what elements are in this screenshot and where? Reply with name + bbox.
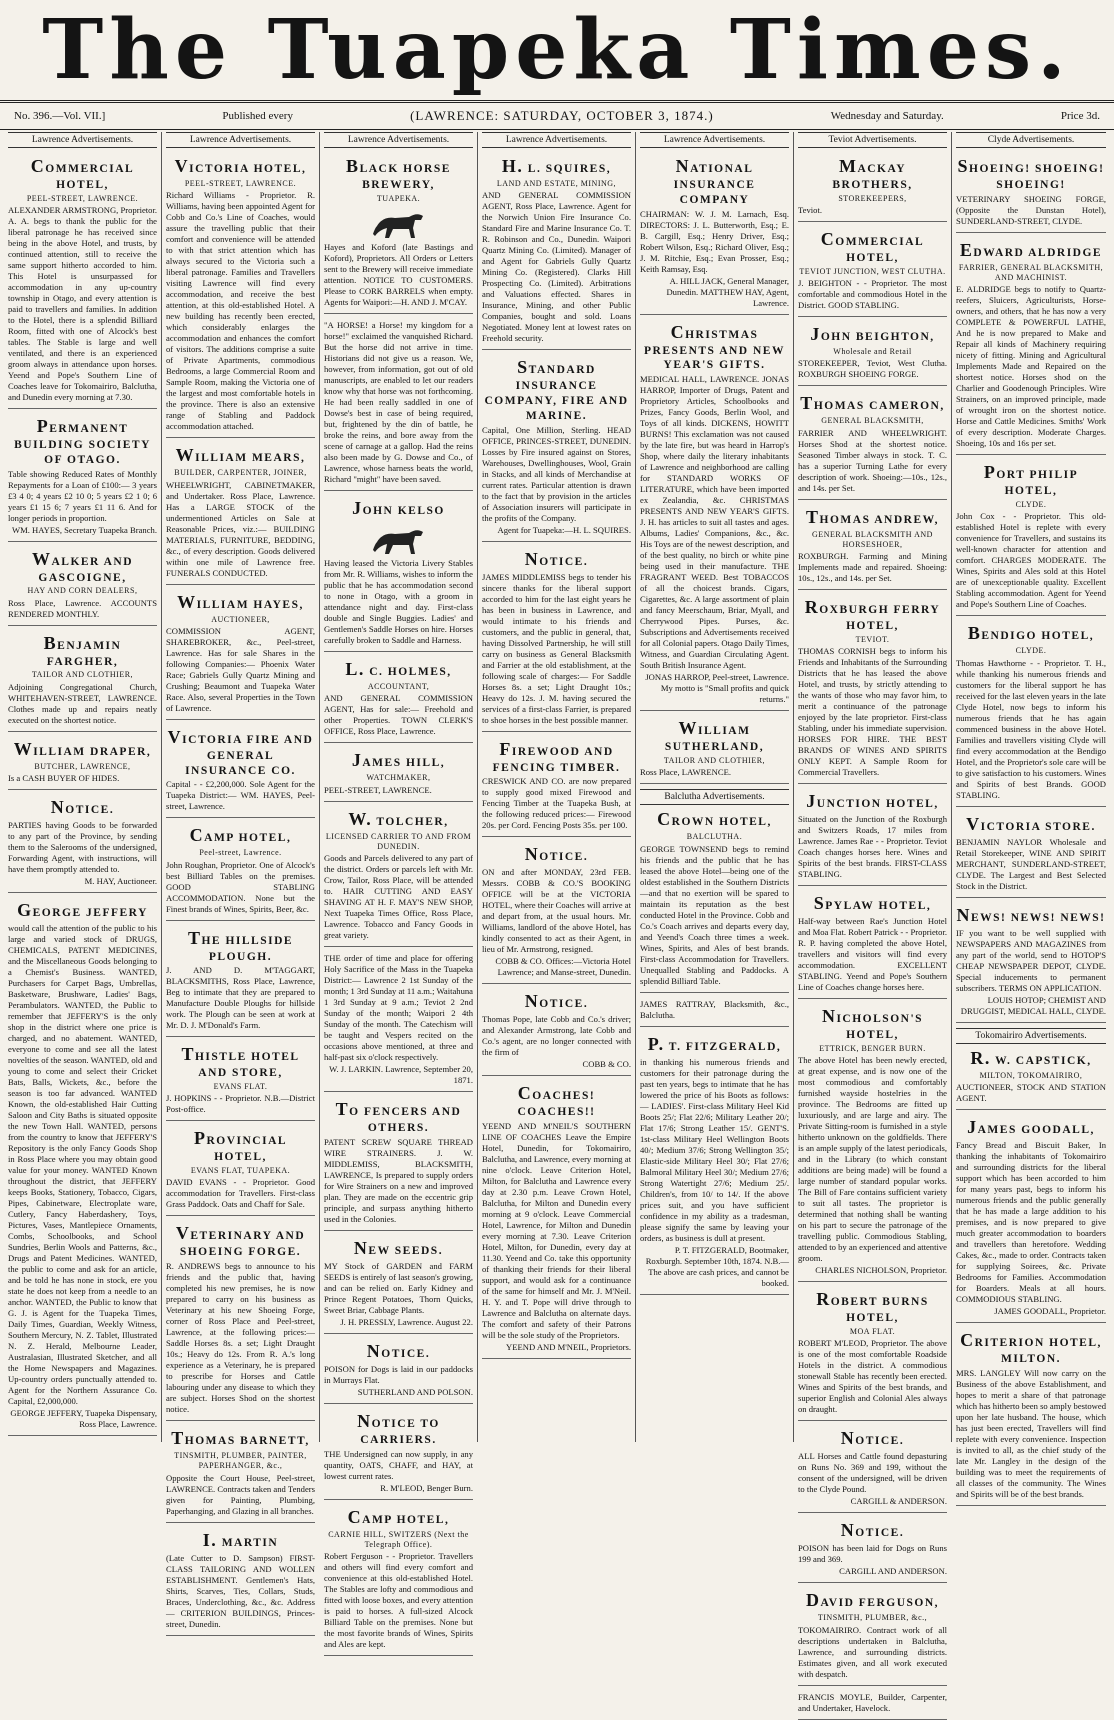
column-6 xyxy=(794,132,952,1713)
advertisement xyxy=(166,1218,315,1421)
advertisement-title: I. MARTIN xyxy=(202,1529,279,1550)
advertisement-title: JOHN BEIGHTON, xyxy=(810,324,935,345)
advertisement xyxy=(8,628,157,732)
advertisement xyxy=(166,440,315,584)
advertisement xyxy=(798,1001,947,1282)
advertisement-body: WHEELWRIGHT, CABINETMAKER, and Undertaker. Ross Place, Lawrence. Has a LARGE STOCK of the undermentioned Articles on Sale at Reasonable Prices, viz.:— BUILDING MATERIALS, FURNITURE, BEDDING, &c., of every description. Goods delivered within one mile of Lawrence free. FUNERALS CONDUCTED. xyxy=(166,479,315,578)
advertisement-body: John Cox - - Proprietor. This old-established Hotel is replete with every convenience for Travellers, and sustains its well-known character for attention and comfort. CHARGES MODERATE. The Wines, Spirits and Ales sold at this Hotel are of unexceptionable quality. Excellent Stabling accommodation. Agent for Yeend and Pope's Southern Line of Coaches. xyxy=(956,511,1106,610)
advertisement-body: STOREKEEPER, Teviot, West Clutha. ROXBURGH SHOEING FORGE. xyxy=(798,358,947,380)
advertisement-body: Opposite the Court House, Peel-street, LAWRENCE. Contracts taken and Tenders given for Painting, Plumbing, Paperhanging, and Glazing in all branches. xyxy=(166,1472,315,1516)
advertisement xyxy=(798,151,947,222)
advertisement-title: SHOEING! SHOEING! SHOEING! xyxy=(957,156,1105,192)
advertisement-title: W. TOLCHER, xyxy=(348,808,449,829)
advertisement-body: Is a CASH BUYER OF HIDES. xyxy=(8,772,120,783)
advertisement xyxy=(166,820,315,920)
advertisement-body: Hayes and Koford (late Bastings and Koford), Proprietors. All Orders or Letters sent to the Brewery will receive immediate attention. NOTICE TO CUSTOMERS. Please to CORK BARRELS when empty. Agents for Waipori:—H. AND J. M'CAY. xyxy=(324,242,473,308)
advertisement xyxy=(482,352,631,541)
advertisement-body: THOMAS CORNISH begs to inform his Friends and Inhabitants of the Surrounding Districts that he has leased the above Hotel, and trusts, by strictly attending to the wants of those who may favor him, to merit a continuance of the patronage enjoyed by the late proprietor. First-class Stabling, under his immediate supervision. HORSES FOR HIRE. THE BEST BRANDS OF WINES AND SPIRITS ONLY KEPT. A Sample Room for Commercial Travellers. xyxy=(798,646,947,778)
advertisement-subtitle: GENERAL BLACKSMITH AND HORSESHOER, xyxy=(812,529,933,549)
advertisement xyxy=(324,493,473,652)
advertisement-signature: A. HILL JACK, General Manager, Dunedin. MATTHEW HAY, Agent, Lawrence. xyxy=(666,275,789,308)
column-section-header: Lawrence Advertisements. xyxy=(166,132,315,148)
advertisement-body: The above Hotel has been newly erected, at great expense, and is now one of the most commodious and comfortably furnished wayside hostelries in the province. The Bedrooms are fitted up luxuriously, and are large and airy. The Private Sitting-room is furnished in a style hitherto unknown on the goldfields. There is an ample supply of the latest periodicals, and in the Library (to which constant additions are being made) will be found a large number of standard popular works. The Bill of Fare contains sufficient variety to suit all tastes. The proprietor is determined that nothing shall be wanting on his part to secure the patronage of the travelling public. Commodious Stabling, attended to by an experienced and attentive groom. xyxy=(798,1055,947,1264)
dateline xyxy=(0,100,1114,130)
advertisement-subtitle: BUTCHER, LAWRENCE, xyxy=(34,761,131,771)
advertisement xyxy=(640,713,789,784)
advertisement-title: FIREWOOD AND FENCING TIMBER. xyxy=(492,738,621,774)
advertisement-subtitle: CLYDE. xyxy=(1015,646,1047,656)
advertisement-signature: GEORGE JEFFERY, Tuapeka Dispensary, Ross Place, Lawrence. xyxy=(10,1407,157,1429)
advertisement xyxy=(798,786,947,886)
advertisement-title: THOMAS ANDREW, xyxy=(806,506,939,527)
advertisement-signature: COBB & CO. xyxy=(582,1059,631,1070)
advertisement-subtitle: ACCOUNTANT, xyxy=(367,682,430,692)
advertisement-subtitle: TUAPEKA. xyxy=(376,193,421,203)
advertisement-title: NOTICE. xyxy=(840,1520,905,1541)
advertisement-title: BENJAMIN FARGHER, xyxy=(43,632,122,668)
advertisement-subtitle: GENERAL BLACKSMITH, xyxy=(821,416,924,426)
advertisement-body: MRS. LANGLEY Will now carry on the Business of the above Establishment, and hopes to merit a share of that patronage which has hitherto been so amply bestowed upon her late husband. The house, which has just been erected, Travellers will find replete with every convenience. Inspection is invited to all, as the chief study of the late Mr. Langley in the design of the building was to meet the requirements of all classes of the community. The Wines and Spirits will be of the best brands. xyxy=(956,1367,1106,1499)
advertisement-title: L. C. HOLMES, xyxy=(345,659,452,680)
column-3 xyxy=(320,132,478,1650)
advertisement-body: Having leased the Victoria Livery Stables from Mr. R. Williams, wishes to inform the public that he has accommodation second to none in Otago, with a groom in attendance night and day. First-class double and Single Buggies. Ladies' and Gentlemen's Saddle Horses on hire. Horses carefully broken to Saddle and Harness. xyxy=(324,558,473,646)
advertisement xyxy=(324,1502,473,1657)
advertisement-subtitle: WATCHMAKER, xyxy=(366,773,431,783)
advertisement-body: in thanking his numerous friends and customers for their patronage during the past ten years, begs to intimate that he has lowered the price of his Boots as follows:— LADIES'. First-class Military Heel Kid Boots 25/; Flat 22/6; Military Leather 20/; Flat 17/6; Strong Leather 15/. GENT'S. 1st-class Military Heel Wellington Boots 40/; Medium 37/6; Strong Wellington 35/; Elastic-side Military Heel 30/; Flat 27/6; Balmoral Military Heel 30/; Medium 27/6; Strong Watertight 27/6; Medium 25/. Children's, from 10/ to 14/. If the above prices suit, and you have sufficient confidence in my ability as a tradesman, please signify the same by leaving your orders, as business is dull at present. xyxy=(640,1056,789,1243)
advertisement xyxy=(8,411,157,541)
advertisement-body: Thomas Hawthorne - - Proprietor. T. H., while thanking his numerous friends and customers for the liberal support he has received for the last eleven years in the late Clyde Hotel, now begs to inform his numerous friends that he has again commenced business in the above Hotel. Families and travellers visiting Clyde will find every accommodation at the Bendigo Hotel, and the Proprietor's sole care will be to give satisfaction to his customers. Wines and Spirits of best Brands. GOOD STABLING. xyxy=(956,657,1106,800)
advertisement-body: Teviot. xyxy=(798,205,822,216)
advertisement-title: WALKER AND GASCOIGNE, xyxy=(31,548,134,584)
advertisement xyxy=(166,1039,315,1121)
advertisement-title: CHRISTMAS PRESENTS AND NEW YEAR'S GIFTS. xyxy=(644,321,785,372)
advertisement xyxy=(324,654,473,743)
advertisement-body: FARRIER AND WHEELWRIGHT. Horses Shod at the shortest notice. Seasoned Timber always in stock. T. C. has a superior Turning Lathe for every description of work. Shoeing:—10s., 12s., and 14s. per Set. xyxy=(798,427,947,493)
advertisement-body: Adjoining Congregational Church, WHITEHAVEN-STREET, LAWRENCE. Clothes made up and repairs neatly executed on the shortest notice. xyxy=(8,681,157,725)
advertisement-body: (Late Cutter to D. Sampson) FIRST-CLASS TAILORING AND WOLLEN ESTABLISHMENT. Gentlemen's Hats, Shirts, Scarves, Ties, Collars, Studs, Braces, Underclothing, &c., &c. Address— CRITERION BUILDINGS, Princes-street, Dunedin. xyxy=(166,1552,315,1629)
advertisement-signature: R. M'LEOD, Benger Burn. xyxy=(380,1482,473,1493)
advertisement-signature: WM. HAYES, Secretary Tuapeka Branch. xyxy=(11,524,157,535)
advertisement-subtitle: TEVIOT. xyxy=(855,634,890,644)
advertisement-title: WILLIAM HAYES, xyxy=(177,591,304,612)
advertisement-body: YEEND AND M'NEIL'S SOUTHERN LINE OF COACHES Leave the Empire Hotel, Dunedin, for Tokomairiro, Balclutha, and Lawrence, every morning at nine o'clock. Leave Criterion Hotel, Milton, for Balclutha and Lawrence every day at 2.30 p.m. Leave Crown Hotel, Balclutha, for Milton and Dunedin every morning at 9 o'clock. Leave Commercial Hotel, Lawrence, for Milton and Dunedin every morning at 7.30. Leave Criterion Hotel, Milton, for Dunedin, every day at 11.30. Yeend and Co. take this opportunity of thanking their friends for their liberal support, and would ask for a continuance of the same for himself and Mr. J. M'Neil. H. Y. and T. Pope will drive through to Lawrence and Balclutha on alternate days. The comfort and safety of their Patrons will be the sole study of the Proprietors. xyxy=(482,1121,631,1341)
advertisement xyxy=(798,1688,947,1720)
advertisement-body: Capital - - £2,200,000. Sole Agent for the Tuapeka District:— WM. HAYES, Peel-street, Lawrence. xyxy=(166,779,315,812)
advertisement-body: IF you want to be well supplied with NEWSPAPERS AND MAGAZINES from any part of the world, send to HOTOP'S CHEAP NEWSPAPER DEPOT, CLYDE. Special inducements to permanent subscribers. TERMS ON APPLICATION. xyxy=(956,927,1106,993)
advertisement-title: GEORGE JEFFERY xyxy=(17,899,148,920)
advertisement-signature: M. HAY, Auctioneer. xyxy=(84,875,157,886)
advertisement-subtitle: TINSMITH, PLUMBER, &c., xyxy=(817,1613,928,1623)
advertisement-subtitle: TAILOR AND CLOTHIER, xyxy=(663,755,766,765)
advertisement-subtitle: HAY AND CORN DEALERS, xyxy=(27,586,138,596)
published-label: Published every xyxy=(222,110,293,122)
advertisement-body: AUCTIONEER, STOCK AND STATION AGENT. xyxy=(956,1082,1106,1104)
column-2 xyxy=(162,132,320,1629)
advertisement xyxy=(324,1406,473,1500)
advertisement-title: ROBERT BURNS HOTEL, xyxy=(816,1289,929,1325)
advertisement-title: BLACK HORSE BREWERY, xyxy=(346,156,451,192)
advertisement-body: ROXBURGH. Farming and Mining Implements made and repaired. Shoeing: 10s., 12s., and 14s. per Set. xyxy=(798,551,947,584)
column-5 xyxy=(636,132,794,1442)
advertisement xyxy=(324,1336,473,1404)
advertisement-title: COACHES! COACHES!! xyxy=(517,1083,596,1119)
advertisement-subtitle: LAND AND ESTATE, MINING, xyxy=(496,179,617,189)
advertisement-title: COMMERCIAL HOTEL, xyxy=(820,229,925,265)
advertisement-signature: JAMES GOODALL, Proprietor. xyxy=(994,1306,1106,1317)
advertisement-title: PERMANENT BUILDING SOCIETY OF OTAGO. xyxy=(14,416,151,466)
advertisement xyxy=(166,923,315,1038)
advertisement xyxy=(324,316,473,491)
column-section-header: Lawrence Advertisements. xyxy=(482,132,631,148)
advertisement-title: P. T. FITZGERALD, xyxy=(647,1033,782,1054)
advertisement-body: would call the attention of the public to his large and varied stock of DRUGS, CHEMICALS, PATENT MEDICINES, and the Miscellaneous Goods belonging to a Chemist's Business. WANTED, Purchasers for Carpet Bags, Umbrellas, Basketware, Brushware, Ladies' Bags, Perambulators. WANTED, the Public to remember that JEFFERY'S is the only shop in the district where one price is charged, and no abatement. WANTED, everyone to come and see all the latest novelties of the season. WANTED, old and young to come and select their Cricket Bats, Balls, Wickets, &c., before the season is too far advanced. WANTED Known, the old-established Hair Cutting Saloon and City Baths is situated opposite the new Town Hall. WANTED, persons from the country to know that JEFFERY'S Repository is the only Fancy Goods Shop in Ross Place where you may obtain good value for your money. WANTED Known throughout the district, that JEFFERY keeps Books, Stationery, Tobacco, Cigars, Pipes, Cabinetware, Electroplate ware, Cutlery, Fancy Haberdashery, Toys, Pictures, Vases, Mantlepiece Ornaments, Combs, Schoolbooks, and School Sundries, Berlin Wools and Patterns, &c., Drugs and Patent Medicines. WANTED, the public to come and ask for an article, and be told he has none in stock, ere you state he does not keep from a needle to an anchor. WANTED, the Public to know that G. J. is Agent for the Tuapeka Times, Daily Times, Guardian, Weekly Witness, Southern Mercury, N. Z. Tablet, Illustrated N. Z. Herald, Melbourne Leader, Australasian, Illustrated Sketcher, and all the Home Newspapers and Magazines. Up-country orders punctually attended to. Agent for the Northern Assurance Co. Capital, £2,000,000. xyxy=(8,922,157,1406)
advertisement-subtitle: STOREKEEPERS, xyxy=(838,193,907,203)
advertisement xyxy=(166,722,315,818)
advertisement-subtitle: Peel-street, Lawrence. xyxy=(199,848,282,858)
advertisement-body: J. BEIGHTON - - Proprietor. The most comfortable and commodious Hotel in the District. GOOD STABLING. xyxy=(798,278,947,311)
advertisement xyxy=(798,502,947,591)
advertisement-signature: CARGILL AND ANDERSON. xyxy=(839,1566,947,1577)
advertisement-body: John Roughan, Proprietor. One of Alcock's best Billiard Tables on the premises. GOOD STABLING ACCOMMODATION. None but the Finest brands of Wines, Spirits, Beer, &c. xyxy=(166,859,315,914)
advertisement-title: NOTICE. xyxy=(524,844,589,865)
advertisement-body: ON and after MONDAY, 23rd FEB. Messrs. COBB & CO.'S BOOKING OFFICE will be at the VICTORIA HOTEL, where their Coaches will arrive at and depart from, at the usual hours. Mr. Williams, landlord of the above Hotel, has kindly consented to act as their Agent, in lieu of Mr. Armstrong, resigned. xyxy=(482,867,631,955)
advertisement-subtitle: FARRIER, GENERAL BLACKSMITH, AND MACHINIST. xyxy=(958,262,1104,283)
advertisement-signature: CHARLES NICHOLSON, Proprietor. xyxy=(815,1265,947,1276)
advertisement-title: DAVID FERGUSON, xyxy=(805,1590,940,1611)
advertisement-body: J. AND D. M'TAGGART, BLACKSMITHS, Ross Place, Lawrence, Beg to intimate that they are prepared to Manufacture Double Ploughs for hillside work. The Plough can be seen at work at Mr. D. J. M'Donald's Farm. xyxy=(166,965,315,1031)
advertisement-signature: W. J. LARKIN. Lawrence, September 20, 1871. xyxy=(329,1064,473,1086)
advertisement-body: Thomas Pope, late Cobb and Co.'s driver; and Alexander Armstrong, late Cobb and Co.'s agent, are no longer connected with the firm of xyxy=(482,1014,631,1058)
advertisement-title: NEW SEEDS. xyxy=(353,1237,444,1258)
advertisement-body: GEORGE TOWNSEND begs to remind his friends and the public that he has leased the above Hotel—being one of the oldest established in the Southern Districts—and that no exertion will be spared to maintain its reputation as the best conducted Hotel in the Province. Cobb and Co.'s Coach arrives and departs every day, and Yeend's Coach three times a week. Wines, Spirits, and Ales of best brands. First-class Accommodation for Travellers. Unequalled Stabling and Paddocks. A splendid Billiard Table. xyxy=(640,843,789,986)
advertisement-title: NICHOLSON'S HOTEL, xyxy=(821,1006,924,1042)
advertisement xyxy=(798,1423,947,1513)
advertisement xyxy=(956,900,1106,1023)
horse-engraving-icon xyxy=(369,206,429,240)
advertisement xyxy=(8,734,157,790)
advertisement xyxy=(482,151,631,350)
advertisement-signature: JONAS HARROP, Peel-street, Lawrence. My motto is "Small profits and quick returns." xyxy=(645,672,789,705)
advertisement-subtitle: CLYDE. xyxy=(1015,500,1047,510)
advertisement-subtitle: MILTON, TOKOMAIRIRO, xyxy=(979,1070,1083,1080)
advertisement-body: DAVID EVANS - - Proprietor. Good accommodation for Travellers. First-class Grass Paddock. Oats and Chaff for Sale. xyxy=(166,1177,315,1210)
advertisement-body: Half-way between Rae's Junction Hotel and Moa Flat. Robert Patrick - - Proprietor. R. P. having completed the above Hotel, travellers and visitors will find every accommodation. EXCELLENT STABLING. Yeend and Pope's Southern Line of Coaches change horses here. xyxy=(798,916,947,993)
advertisement-signature: J. H. PRESSLY, Lawrence. August 22. xyxy=(340,1316,473,1327)
advertisement-signature: YEEND AND M'NEIL, Proprietors. xyxy=(506,1342,631,1353)
advertisement xyxy=(482,1078,631,1359)
masthead xyxy=(0,0,1114,100)
issue-number: No. 396.—Vol. VII.] xyxy=(14,110,106,122)
advertisement xyxy=(798,592,947,784)
advertisement-title: MACKAY BROTHERS, xyxy=(832,156,913,192)
columns xyxy=(4,132,1110,1713)
advertisement-subtitle: ETTRICK, BENGER BURN. xyxy=(819,1043,926,1053)
advertisement xyxy=(324,1094,473,1231)
advertisement-title: NOTICE. xyxy=(366,1340,431,1361)
advertisement-body: ROBERT M'LEOD, Proprietor. The above is one of the most comfortable Roadside Hotels in the district. A commodious stonewall Stable has recently been erected. Wines and Spirits of the best brands, and superior English and Colonial Ales always on draught. xyxy=(798,1338,947,1415)
advertisement-body: AND GENERAL COMMISSION AGENT, Has for sale:— Freehold and other Properties. TOWN CLERK'S OFFICE, Ross Place, Lawrence. xyxy=(324,693,473,737)
advertisement-title: TO FENCERS AND OTHERS. xyxy=(335,1099,462,1135)
advertisement xyxy=(166,1123,315,1216)
column-section-header: Clyde Advertisements. xyxy=(956,132,1106,148)
advertisement-title: JAMES HILL, xyxy=(351,750,446,771)
advertisement-title: WILLIAM MEARS, xyxy=(175,445,306,466)
advertisement xyxy=(640,1029,789,1295)
advertisement xyxy=(956,618,1106,806)
advertisement-body: THE Undersigned can now supply, in any quantity, OATS, CHAFF, and HAY, at lowest current rates. xyxy=(324,1448,473,1481)
advertisement-body: Capital, One Million, Sterling. HEAD OFFICE, PRINCES-STREET, DUNEDIN. Losses by Fire insured against on Stores, Warehouses, Dwellinghouses, Wool, Grain in Stacks, and all kinds of Merchandise at current rates. Particular attention is drawn to the fact that by provision in the articles of Association insurers will participate in the profits of the Company. xyxy=(482,424,631,523)
advertisement xyxy=(798,224,947,317)
advertisement xyxy=(640,786,789,992)
advertisement-subtitle: Wholesale and Retail xyxy=(833,347,912,357)
advertisement-signature: CARGILL & ANDERSON. xyxy=(850,1496,947,1507)
advertisement xyxy=(956,235,1106,456)
advertisement-title: NOTICE. xyxy=(524,548,589,569)
advertisement-title: ROXBURGH FERRY HOTEL, xyxy=(804,597,941,633)
advertisement xyxy=(798,1585,947,1685)
advertisement-body: Robert Ferguson - - Proprietor. Travellers and others will find every comfort and convenience at this old-established Hotel. The Stables are lofty and commodious and fitted with loose boxes, and every attention is paid to horses. A full-sized Alcock Billiard Table on the premises. None but the most favorite brands of Wines, Spirits and Ales are kept. xyxy=(324,1551,473,1650)
advertisement-body: PEEL-STREET, LAWRENCE. xyxy=(324,784,432,795)
advertisement-body: Ross Place, Lawrence. ACCOUNTS RENDERED MONTHLY. xyxy=(8,597,157,619)
column-section-header: Lawrence Advertisements. xyxy=(640,132,789,148)
publication-days: Wednesday and Saturday. xyxy=(830,110,944,122)
advertisement-subtitle: TINSMITH, PLUMBER, PAINTER, PAPERHANGER, &c., xyxy=(174,1451,307,1471)
advertisement-signature: COBB & CO. Offices:—Victoria Hotel Lawrence; and Manse-street, Dunedin. xyxy=(495,956,631,978)
column-section-header: Lawrence Advertisements. xyxy=(8,132,157,148)
advertisement xyxy=(8,792,157,893)
advertisement xyxy=(166,151,315,438)
advertisement xyxy=(640,995,789,1027)
advertisement-subtitle: PEEL-STREET, LAWRENCE. xyxy=(26,193,139,203)
advertisement-body: ALEXANDER ARMSTRONG, Proprietor. A. A. begs to thank the public for the liberal patronage he has received since being in the above Hotel, and trusts, by continued attention, still to receive the same support hitherto accorded to him. This Hotel is unsurpassed for accommodation in any up-country township in Otago, and every attention is paid to travellers and families. In addition to the Hotel, there is a splendid Billiard Room, fitted with one of Alcock's best tables. The Stable is large and well ventilated, and there is an experienced groom always in attendance upon horses. Yeend and Pope's Southern Line of Coaches leave for Tokomairiro, Balclutha, and Dunedin every morning at 7.30. xyxy=(8,205,157,403)
advertisement xyxy=(8,151,157,409)
advertisement-subtitle: EVANS FLAT, TUAPEKA. xyxy=(190,1166,291,1176)
advertisement-body: POISON for Dogs is laid in our paddocks in Murrays Flat. xyxy=(324,1364,473,1386)
advertisement-subtitle: MOA FLAT. xyxy=(849,1326,896,1336)
advertisement-body: TOKOMAIRIRO. Contract work of all descriptions undertaken in Balclutha, Lawrence, and surrounding districts. Estimates given, and all work executed with despatch. xyxy=(798,1624,947,1679)
advertisement-signature: SUTHERLAND AND POLSON. xyxy=(357,1387,473,1398)
advertisement-subtitle: TEVIOT JUNCTION, WEST CLUTHA. xyxy=(799,266,946,276)
advertisement xyxy=(798,888,947,999)
advertisement-title: EDWARD ALDRIDGE xyxy=(959,239,1103,260)
advertisement-body: Ross Place, LAWRENCE. xyxy=(640,767,731,778)
advertisement xyxy=(956,809,1106,898)
advertisement xyxy=(324,1233,473,1334)
column-4 xyxy=(478,132,636,1442)
advertisement-title: SPYLAW HOTEL, xyxy=(813,893,932,914)
advertisement-body: J. HOPKINS - - Proprietor. N.B.—District Post-office. xyxy=(166,1093,315,1115)
column-section-header: Teviot Advertisements. xyxy=(798,132,947,148)
advertisement-title: NOTICE. xyxy=(524,991,589,1012)
advertisement-body: JAMES MIDDLEMISS begs to tender his sincere thanks for the liberal support accorded to him for the last eight years he has been in business in Lawrence, and would intimate to his friends and customers, and the public in general, that, having Dissolved Partnership, he will still carry on business as General Blacksmith and Farrier at the old establishment, at the following scale of charges:— For Saddle Horses 8s. a set; Light Draught 10s.; Heavy do 12s. J. M. having secured the services of a first-class Farrier, is prepared to shoe horses in the best possible manner. xyxy=(482,571,631,725)
advertisement xyxy=(482,986,631,1076)
advertisement-title: PORT PHILIP HOTEL, xyxy=(983,462,1079,498)
horse-engraving-icon xyxy=(369,522,429,556)
advertisement-title: CRITERION HOTEL, MILTON. xyxy=(960,1330,1102,1366)
advertisement-title: H. L. SQUIRES, xyxy=(501,156,612,177)
advertisement-title: WILLIAM DRAPER, xyxy=(13,738,152,759)
advertisement xyxy=(166,587,315,720)
advertisement xyxy=(166,1525,315,1636)
advertisement-subtitle: CARNIE HILL, SWITZERS (Next the Telegraph Office). xyxy=(328,1529,469,1550)
advertisement-body: MY Stock of GARDEN and FARM SEEDS is entirely of last season's growing, and can be relied on. Early Kidney and Prince Regent Potatoes, Thorn Quicks, Sweet Briar, Cabbage Plants. xyxy=(324,1260,473,1315)
advertisement-body: Richard Williams - Proprietor. R. Williams, having been appointed Agent for Cobb and Co.'s Line of Coaches, would assure the travelling public that their comfort and convenience will be attended to with that strict attention which has always secured to the Victoria such a liberal patronage. Families and Travellers visiting Lawrence will find every accommodation, and receive the best attention, at this old-established Hotel. A new building has recently been erected, which considerably enlarges the accommodation and enhances the comfort of visitors. The additions comprise a suite of Private Apartments, commodious Bedrooms, a large Commercial Room and Sample Room, making the Victoria one of the largest and most comfortable hotels in the province. There is also an extensive range of Stabling and Paddock accommodation attached. xyxy=(166,190,315,432)
advertisement-title: COMMERCIAL HOTEL, xyxy=(30,156,135,192)
advertisement xyxy=(324,745,473,801)
advertisement-title: NOTICE. xyxy=(840,1428,905,1449)
advertisement-title: WILLIAM SUTHERLAND, xyxy=(664,718,765,754)
advertisement-subtitle: BUILDER, CARPENTER, JOINER, xyxy=(174,468,307,478)
column-1 xyxy=(4,132,162,1442)
advertisement-subtitle: EVANS FLAT. xyxy=(213,1082,268,1092)
advertisement-body: R. ANDREWS begs to announce to his friends and the public that, having completed his new premises, he is now prepared to carry on his business as Veterinary at his new Shoeing Forge, corner of Ross Place and Peel-street, Lawrence, at the following prices:— Saddle Horses 8s. a set; Light Draught 10s.; Heavy do 12s. From R. A.'s long experience as a Veterinary, he is prepared to prescribe for Horses and Cattle labouring under any disease to which they are subject. Horses Shod on the shortest notice. xyxy=(166,1261,315,1415)
advertisement xyxy=(798,319,947,386)
advertisement-title: VICTORIA FIRE AND GENERAL INSURANCE CO. xyxy=(167,726,314,777)
advertisement xyxy=(956,1025,1106,1110)
advertisement-body: CHAIRMAN: W. J. M. Larnach, Esq. DIRECTORS: J. L. Butterworth, Esq.; E. B. Cargill, Esq.; Henry Driver, Esq.; Robert Wilson, Esq.; Richard Oliver, Esq.; J. M. Ritchie, Esq.; Evan Prosser, Esq.; Keith Ramsay, Esq. xyxy=(640,208,789,274)
advertisement-subtitle: BALCLUTHA. xyxy=(686,832,743,842)
advertisement-signature: Agent for Tuapeka:—H. L. SQUIRES. xyxy=(497,524,631,535)
advertisement-body: Goods and Parcels delivered to any part of the district. Orders or parcels left with Mr. Crow, Tailor, Ross Place, will be attended to. HAIR CUTTING AND EASY SHAVING AT H. F. MAY'S NEW SHOP, Next Tuapeka Times Office, Ross Place, Lawrence. Tobacco and Fancy Goods in great variety. xyxy=(324,853,473,941)
dateline-center: (LAWRENCE: SATURDAY, OCTOBER 3, 1874.) xyxy=(410,108,714,123)
advertisement-body: E. ALDRIDGE begs to notify to Quartz-reefers, Sluicers, Agriculturists, Horse-owners, and others, that he has now a very COMPLETE & POWERFUL LATHE, And he is now prepared to Make and Repair all kinds of Machinery requiring nicety of fitting. Mining and Agricultural Implements Made and Repaired on the shortest notice. Horses shod on the Charlier and Goodenough Principles. Wire Strainers, on an improved principle, made of wrought iron on the shortest notice. Horse and Cattle Medicines. Smiths' Work of every description. Moderate Charges. Shoeing, 10s and 16s per set. xyxy=(956,284,1106,449)
advertisement-title: CAMP HOTEL, xyxy=(347,1506,450,1527)
advertisement xyxy=(482,734,631,838)
advertisement xyxy=(956,151,1106,233)
advertisement xyxy=(798,388,947,499)
advertisement-subtitle: TAILOR AND CLOTHIER, xyxy=(31,670,134,680)
advertisement xyxy=(798,1515,947,1583)
advertisement-body: BENJAMIN NAYLOR Wholesale and Retail Storekeeper, WINE AND SPIRIT MERCHANT, SUNDERLAND-STREET, CLYDE. The Largest and Best Selected Stock in the District. xyxy=(956,836,1106,891)
advertisement-title: THE HILLSIDE PLOUGH. xyxy=(187,927,294,963)
advertisement-title: STANDARD INSURANCE COMPANY, FIRE AND MARINE. xyxy=(484,357,629,422)
advertisement xyxy=(8,544,157,626)
advertisement-title: NOTICE TO CARRIERS. xyxy=(357,1411,440,1447)
advertisement xyxy=(798,1284,947,1421)
advertisement-body: POISON has been laid for Dogs on Runs 199 and 369. xyxy=(798,1543,947,1565)
advertisement-body: Table showing Reduced Rates of Monthly Repayments for a Loan of £100:— 3 years £3 4 0; 4 years £2 10 0; 5 years £2 1 0; 6 years £1 15 6; 7 years £1 11 6. And for longer periods in proportion. xyxy=(8,468,157,523)
advertisement-subtitle: PEEL-STREET, LAWRENCE. xyxy=(184,179,297,189)
advertisement-body: ALL Horses and Cattle found depasturing on Runs No. 369 and 199, without the consent of the undersigned, will be driven to the Clyde Pound. xyxy=(798,1451,947,1495)
advertisement xyxy=(640,151,789,314)
advertisement-body: VETERINARY SHOEING FORGE, (Opposite the Dunstan Hotel), SUNDERLAND-STREET, CLYDE. xyxy=(956,193,1106,226)
advertisement-body: THE order of time and place for offering Holy Sacrifice of the Mass in the Tuapeka District:— Lawrence 2 1st Sunday of the month; 1 3rd Sunday at 11 a.m.; Waitahuna 1 3rd Sunday at 9 a.m.; Teviot 2 2nd Sunday of the month; Waipori 2 4th Sunday of the month. The Catechism will be taught and Vespers recited on the occasions above mentioned, at three and half-past six o'clock respectively. xyxy=(324,953,473,1063)
advertisement-title: THISTLE HOTEL AND STORE, xyxy=(181,1044,300,1080)
column-section-header: Lawrence Advertisements. xyxy=(324,132,473,148)
advertisement xyxy=(324,151,473,314)
advertisement-title: NATIONAL INSURANCE COMPANY xyxy=(673,156,756,206)
advertisement-title: JOHN KELSO xyxy=(352,498,445,519)
masthead-title: The Tuapeka Times. xyxy=(42,2,1072,98)
advertisement-body: AND GENERAL COMMISSION AGENT, Ross Place, Lawrence. Agent for the Norwich Union Fire Insurance Co. Standard Fire and Marine Insurance Co. T. R. Robinson and Co., Dunedin. Waipori Quartz Mining Co. (Limited). Manager of and Agent for Gabriels Gully Quartz Mining Co. (Registered). Clarks Hill Prospecting Co. (Limited). Arbitrations and Valuations effected. Shares in Insurance, Mining, and other Public Companies, bought and sold. Loans Negotiated. Money lent at lowest rates on Freehold security. xyxy=(482,190,631,344)
advertisement-signature: LOUIS HOTOP; CHEMIST AND DRUGGIST, MEDICAL HALL, CLYDE. xyxy=(960,994,1106,1016)
advertisement-title: VETERINARY AND SHOEING FORGE. xyxy=(175,1223,306,1259)
advertisement-title: PROVINCIAL HOTEL, xyxy=(193,1128,288,1164)
advertisement-title: VICTORIA STORE. xyxy=(966,813,1096,834)
advertisement-body: PATENT SCREW SQUARE THREAD WIRE STRAINERS. J. W. MIDDLEMISS, BLACKSMITH, LAWRENCE, Is prepared to supply orders for Wire Strainers on a new and improved plan. They are made on the eccentric grip principle, and surpass anything hitherto used in the Colonies. xyxy=(324,1136,473,1224)
advertisement xyxy=(482,544,631,732)
advertisement-title: CROWN HOTEL, xyxy=(657,809,772,830)
advertisement-title: NEWS! NEWS! NEWS! xyxy=(956,904,1106,925)
advertisement-body: Fancy Bread and Biscuit Baker, In thanking the inhabitants of Tokomairiro and surrounding districts for the liberal support which has been accorded to him for many years past, begs to inform his numerous friends and the public generally that he has made a large addition to his premises, and is now prepared to give much greater accommodation to boarders and travellers than heretofore. Wedding Cakes, &c., made to order. Contracts taken for supplying Soirees, &c. Private Bedrooms for Families. Accommodation for Boarders. Meals at all hours. COMMODIOUS STABLING. xyxy=(956,1140,1106,1305)
advertisement-body: PARTIES having Goods to be forwarded to any part of the Province, by sending them to the Salerooms of the undersigned, Forwarding Agent, with instructions, will have them promptly attended to. xyxy=(8,819,157,874)
advertisement-title: JAMES GOODALL, xyxy=(967,1117,1095,1138)
advertisement-body: COMMISSION AGENT, SHAREBROKER, &c., Peel-street, Lawrence. Has for sale Shares in the following Companies:— Phoenix Water Race; Gabriels Gully Quartz Mining and Crushing; Beaumont and Tuapeka Water Race. Also, several Properties in the Town of Lawrence. xyxy=(166,625,315,713)
section-header: Tokomairiro Advertisements. xyxy=(956,1028,1106,1044)
advertisement xyxy=(166,1423,315,1523)
advertisement xyxy=(956,1112,1106,1323)
advertisement-signature: P. T. FITZGERALD, Bootmaker, Roxburgh. September 10th, 1874. N.B.—The above are cash prices, and cannot be booked. xyxy=(645,1244,789,1288)
advertisement xyxy=(640,317,789,711)
price: Price 3d. xyxy=(1060,110,1100,122)
advertisement-title: THOMAS BARNETT, xyxy=(171,1428,310,1449)
advertisement xyxy=(8,895,157,1436)
advertisement xyxy=(956,457,1106,616)
advertisement xyxy=(956,1325,1106,1506)
column-7 xyxy=(952,132,1110,1499)
advertisement-title: R. W. CAPSTICK, xyxy=(970,1047,1092,1068)
section-header: Balclutha Advertisements. xyxy=(640,789,789,805)
advertisement-body: JAMES RATTRAY, Blacksmith, &c., Balclutha. xyxy=(640,998,789,1020)
advertisement-title: BENDIGO HOTEL, xyxy=(967,623,1095,644)
advertisement-subtitle: LICENSED CARRIER TO AND FROM DUNEDIN. xyxy=(325,831,472,851)
advertisement-body: Situated on the Junction of the Roxburgh and Switzers Roads, 17 miles from Lawrence. James Rae - - Proprietor. Teviot Coach changes horses here. Wines and Spirits of the best brands. FIRST-CLASS STABLING. xyxy=(798,814,947,880)
advertisement-body: CRESWICK AND CO. are now prepared to supply good mixed Firewood and Fencing Timber at the Tuapeka Bush, at the following reduced prices:— Firewood 20s. per Cord. Fencing Posts 35s. per 100. xyxy=(482,776,631,831)
advertisement-title: VICTORIA HOTEL, xyxy=(174,156,307,177)
advertisement xyxy=(324,804,473,948)
advertisement-title: CAMP HOTEL, xyxy=(189,825,292,846)
advertisement-title: JUNCTION HOTEL, xyxy=(806,791,939,812)
advertisement xyxy=(482,839,631,984)
advertisement-body: FRANCIS MOYLE, Builder, Carpenter, and Undertaker, Havelock. xyxy=(798,1691,947,1713)
advertisement-body: "A HORSE! a Horse! my kingdom for a horse!" exclaimed the vanquished Richard. But the horse did not arrive in time. Historians did not give us a reason. We, however, from information, got out of old manuscripts, are enabled to let our readers know why that horse was not forthcoming. He had been really saddled in one of Dowse's best in case of being required, but, frightened by the din of battle, he broke the reins, and bore away from the scene of carnage at a gallop. Had the reins also been made by G. Dowse and Co., of Lawrence, whose harness beats the world, Richard "might" have been saved. xyxy=(324,320,473,485)
advertisement xyxy=(324,949,473,1092)
advertisement-body: MEDICAL HALL, LAWRENCE. JONAS HARROP, Importer of Drugs, Patent and Proprietory Articles, Schoolbooks and Prizes, Fancy Goods, Berlin Wool, and Toys of all kinds. DICKENS, HOWITT BURNS! This exclamation was not caused by the late fire, but was heard in Harrop's Shop, where daily the literary inhabitants of Lawrence and neighborhood are calling for STANDARD WORKS OF LITERATURE, which have been imported ex Zealandia, &c. CHRISTMAS PRESENTS AND NEW YEAR'S GIFTS. J. H. has articles to suit all tastes and ages. Albums, Ladies' Companions, &c., &c. His Toys are of the newest description, and of the best quality, no birch or white pine being used in their manufacture. THE FRAGRANT WEED. Best TOBACCOS of all the choicest brands. Cigars, Cigarettes, &c. A large assortment of plain and fancy Meerschaum, Briar, Myall, and Cherrywood Pipes. Purses, &c. Subscriptions and Advertisements received for all Colonial papers. Otago Daily Times, Witness, and Guardian Circulating Agent. South British Insurance Agent. xyxy=(640,374,789,671)
advertisement-title: NOTICE. xyxy=(50,796,115,817)
advertisement-subtitle: AUCTIONEER, xyxy=(211,614,270,624)
advertisement-title: THOMAS CAMERON, xyxy=(800,393,945,414)
